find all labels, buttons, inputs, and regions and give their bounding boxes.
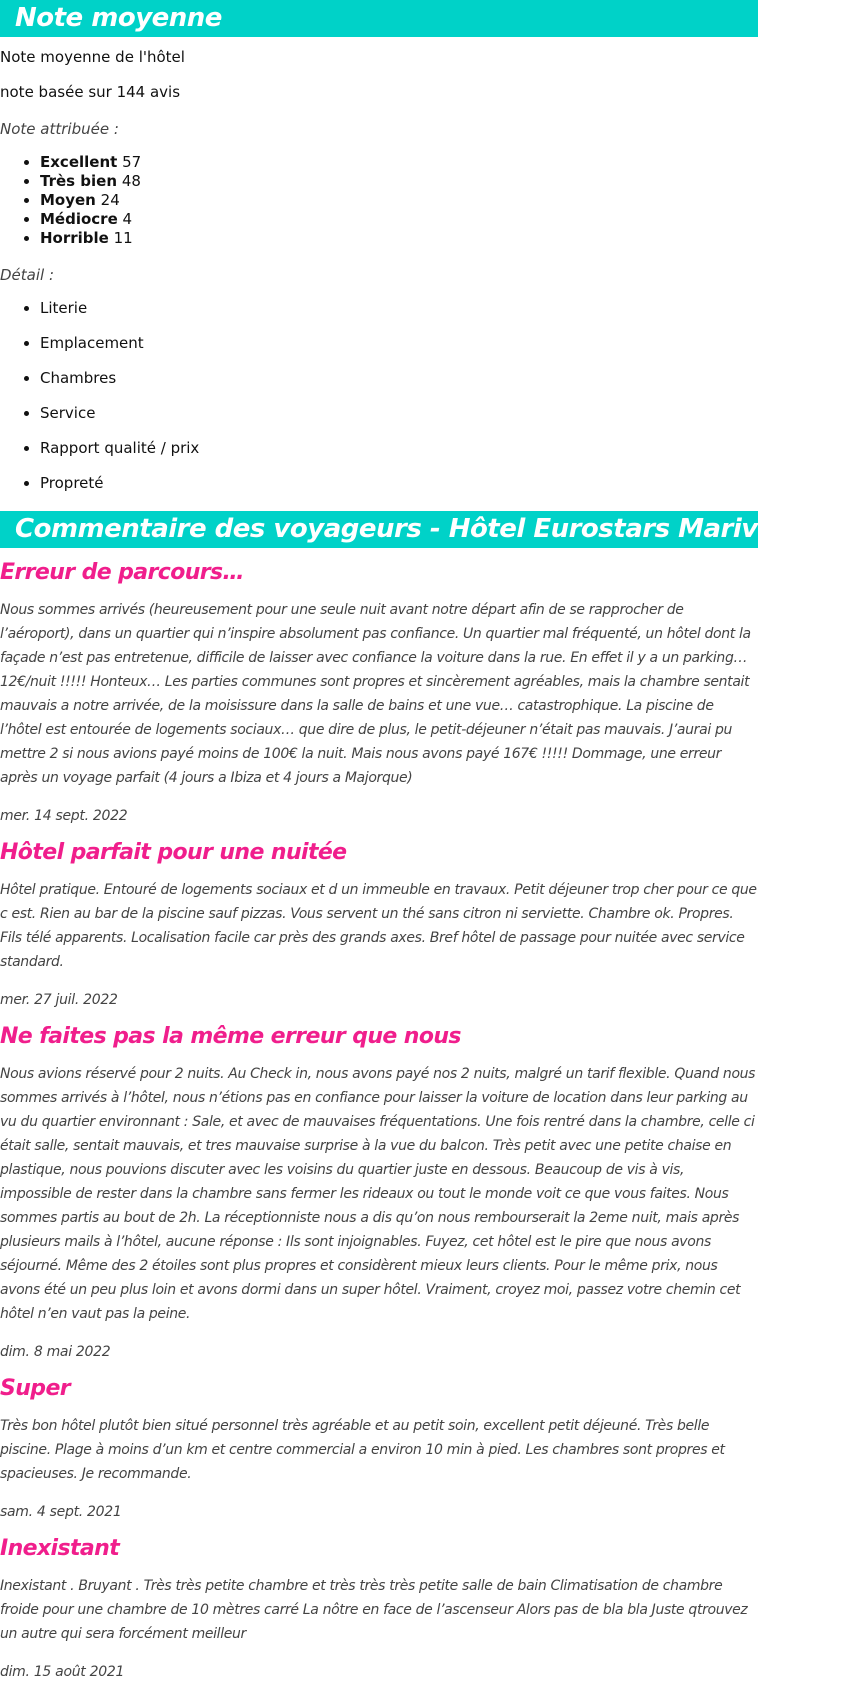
rating-count-item: [40, 210, 758, 229]
review: [0, 1374, 758, 1524]
review-body: Hôtel pratique. Entouré de logements sociaux et d un immeuble en travaux. Petit déjeuner trop cher pour ce que c est. Rien au bar de la piscine sauf pizzas. Vous servent un thé sans citron ni serviette. Chambre ok. Propres. Fils télé apparents. Localisation facile car près des grands axes. Bref hôtel de passage pour nuitée avec service standard.: [0, 882, 757, 970]
rating-count-item: [40, 153, 758, 172]
hotel-average-rating-subtitle: Note moyenne de l'hôtel: [0, 48, 185, 66]
detail-item-emplacement: • Emplacement: [40, 326, 758, 361]
review-date: dim. 15 août 2021: [0, 1664, 125, 1680]
detail-item-rapport-qualite-prix: • Rapport qualité / prix: [40, 431, 758, 466]
review: [0, 1022, 758, 1364]
rating-count-item: [40, 172, 758, 191]
rating-count-value: 48: [121, 172, 141, 190]
rating-section: [0, 0, 758, 511]
review-body: Nous avions réservé pour 2 nuits. Au Check in, nous avons payé nos 2 nuits, malgré un tarif flexible. Quand nous sommes arrivés à l’hôtel, nous n’étions pas en confiance pour laisser la voiture de location dans leur parking au vu du quartier environnant : Sale, et avec de mauvaises fréquentations. Une fois rentré dans la chambre, celle ci était salle, sentait mauvais, et tres mauvaise surprise à la vue du balcon. Très petit avec une petite chaise en plastique, nous pouvions discuter avec les voisins du quartier juste en dessous. Beaucoup de vis à vis, impossible de rester dans la chambre sans fermer les rideaux ou tout le monde voit ce que vous faites. Nous sommes partis au bout de 2h. La réceptionniste nous a dis qu’on nous rembourserait la 2eme nuit, mais après plusieurs mails à l’hôtel, aucune réponse : Ils sont injoignables. Fuyez, cet hôtel est le pire que nous avons séjourné. Même des 2 étoiles sont plus propres et considèrent mieux leurs clients. Pour le même prix, nous avons été un peu plus loin et avons dormi dans un super hôtel. Vraiment, croyez moi, passez votre chemin cet hôtel n’en vaut pas la peine.: [0, 1066, 756, 1322]
rating-count-label: Horrible: [40, 229, 109, 247]
average-rating-banner: Note moyenne: [0, 0, 758, 37]
rating-count-value: 57: [122, 153, 142, 171]
rating-count-item: [40, 229, 758, 248]
review-date: mer. 27 juil. 2022: [0, 992, 118, 1008]
rating-count-item: [40, 191, 758, 210]
review-date: sam. 4 sept. 2021: [0, 1504, 122, 1520]
review-body: Très bon hôtel plutôt bien situé personnel très agréable et au petit soin, excellent petit déjeuné. Très belle piscine. Plage à moins d’un km et centre commercial a environ 10 min à pied. Les chambres sont propres et spacieuses. Je recommande.: [0, 1418, 725, 1482]
review-body: Nous sommes arrivés (heureusement pour une seule nuit avant notre départ afin de se rapprocher de l’aéroport), dans un quartier qui n’inspire absolument pas confiance. Un quartier mal fréquenté, un hôtel dont la façade n’est pas entretenue, difficile de laisser avec confiance la voiture dans la rue. En effet il y a un parking… 12€/nuit !!!!! Honteux… Les parties communes sont propres et sincèrement agréables, mais la chambre sentait mauvais a notre arrivée, de la moisissure dans la salle de bains et une vue… catastrophique. La piscine de l’hôtel est entourée de logements sociaux… que dire de plus, le petit-déjeuner n’était pas mauvais. J’aurai pu mettre 2 si nous avions payé moins de 100€ la nuit. Mais nous avons payé 167€ !!!!! Dommage, une erreur après un voyage parfait (4 jours a Ibiza et 4 jours a Majorque): [0, 602, 751, 786]
review-title: Hôtel parfait pour une nuitée: [0, 840, 347, 865]
detail-label: Détail :: [0, 266, 55, 284]
traveler-comments-banner: Commentaire des voyageurs - Hôtel Eurostars Marivent 4*: [0, 511, 758, 548]
review-date: dim. 8 mai 2022: [0, 1344, 111, 1360]
rating-count-label: Très bien: [40, 172, 118, 190]
reviews-count-text: note basée sur 144 avis: [0, 83, 181, 101]
review-title: Erreur de parcours…: [0, 560, 244, 585]
review: [0, 1534, 758, 1684]
detail-item-proprete: • Propreté: [40, 466, 758, 501]
review-body: Inexistant . Bruyant . Très très petite chambre et très très très petite salle de bain Climatisation de chambre froide pour une chambre de 10 mètres carré La nôtre en face de l’ascenseur Alors pas de bla bla Juste qtrouvez un autre qui sera forcément meilleur: [0, 1578, 748, 1642]
review: [0, 838, 758, 1012]
review-title: Inexistant: [0, 1536, 120, 1561]
review-date: mer. 14 sept. 2022: [0, 808, 128, 824]
detail-item-chambres: • Chambres: [40, 361, 758, 396]
detail-item-service: • Service: [40, 396, 758, 431]
detail-item-literie: • Literie: [40, 291, 758, 326]
rating-count-label: Excellent: [40, 153, 118, 171]
rating-count-label: Moyen: [40, 191, 96, 209]
rating-count-value: 11: [113, 229, 133, 247]
rating-count-value: 24: [100, 191, 120, 209]
review: [0, 558, 758, 828]
review-title: Ne faites pas la même erreur que nous: [0, 1024, 461, 1049]
reviews-section: [0, 511, 844, 1684]
rating-count-value: 4: [122, 210, 133, 228]
rating-count-label: Médiocre: [40, 210, 118, 228]
review-title: Super: [0, 1376, 71, 1401]
rating-counts-list: [0, 153, 758, 248]
rating-detail-list: [0, 291, 758, 501]
attributed-rating-label: Note attribuée :: [0, 120, 119, 138]
